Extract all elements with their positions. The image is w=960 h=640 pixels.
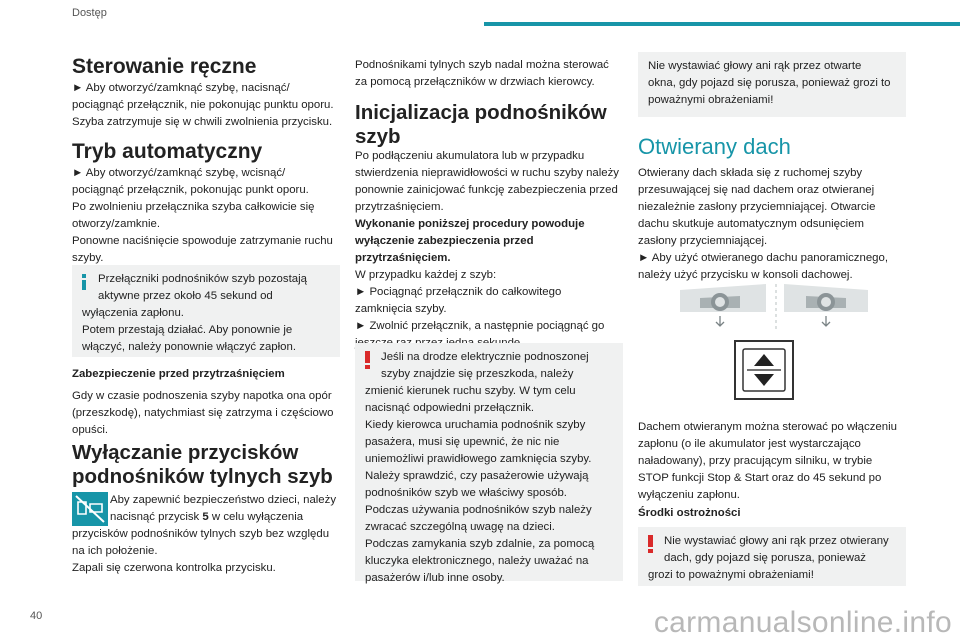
text-line: Dachem otwieranym można sterować po włączeniu: [638, 421, 897, 433]
text-line: poważnymi obrażeniami!: [648, 94, 774, 106]
text-line: ► Pociągnąć przełącznik do całkowitego: [355, 286, 562, 298]
text-line: Zapali się czerwona kontrolka przycisku.: [72, 562, 276, 574]
text-line: naładowany), przy pracującym silniku, w trybie: [638, 455, 873, 467]
intro-paragraph: [355, 57, 623, 91]
cabin-view-left: [680, 284, 766, 326]
text-line: zasłony przyciemniającej.: [638, 235, 768, 247]
text-line: STOP funkcji Stop & Start oraz do 45 sekund po: [638, 472, 882, 484]
text-line: przesuwającej się nad dachem oraz otwieranej: [638, 184, 875, 196]
text-run: nacisnąć przycisk: [110, 511, 203, 523]
text-line: okna, gdy pojazd się porusza, ponieważ grozi to: [648, 77, 891, 89]
text-line: zwracać szczególną uwagę na dzieci.: [365, 521, 555, 533]
text-line: Należy sprawdzić, czy pasażerowie używają: [365, 470, 589, 482]
text-line: otworzy/zamknie.: [72, 218, 160, 230]
text-line: Podczas używania podnośników szyb należy: [365, 504, 592, 516]
text-line: zapłonu (o ile akumulator jest wystarczająco: [638, 438, 861, 450]
text-line: [72, 509, 340, 526]
page-number: 40: [30, 610, 43, 622]
text-line: Ponowne naciśnięcie spowoduje zatrzymanie ruchu: [72, 235, 333, 247]
text-line: włączyć, należy ponownie włączyć zapłon.: [82, 341, 296, 353]
text-line: ► Zwolnić przełącznik, a następnie pociągnąć go: [355, 320, 605, 332]
roof-operation-paragraph: [638, 419, 906, 504]
info-icon: [82, 274, 86, 290]
cabin-view-right: [784, 284, 868, 326]
text-line: Gdy w czasie podnoszenia szyby napotka ona opór: [72, 390, 332, 402]
text-line: pasażera, musi się upewnić, że nic nie: [365, 436, 560, 448]
text-line: szyby znajdzie się przeszkoda, należy: [381, 368, 574, 380]
text-line: ponownie zainicjować funkcję zabezpieczenia przed: [355, 184, 618, 196]
text-line: dach, gdy pojazd się porusza, ponieważ: [664, 552, 866, 564]
text-line: kluczyka elektronicznego, należy uważać na: [365, 555, 589, 567]
heading-line: Wyłączanie przycisków: [72, 441, 299, 464]
text-line: Nie wystawiać głowy ani rąk przez otwierany: [664, 535, 889, 547]
text-line: Podnośnikami tylnych szyb nadal można sterować: [355, 59, 609, 71]
text-line: pociągnąć przełącznik, nie pokonując punktu oporu.: [72, 99, 334, 111]
warning-icon: [365, 351, 370, 369]
text-line: Otwierany dach składa się z ruchomej szyby: [638, 167, 863, 179]
heading-automatic-mode: Tryb automatyczny: [72, 140, 263, 163]
pinch-paragraph: [72, 388, 340, 439]
heading-initialization: [355, 101, 623, 149]
text-line: niezależnie zasłony przyciemniającej. Otwarcie: [638, 201, 876, 213]
text-line: aktywne przez około 45 sekund od: [98, 290, 273, 302]
warning-box: [355, 343, 623, 584]
text-line: Aby zapewnić bezpieczeństwo dzieci, należy: [110, 494, 337, 506]
text-line: Jeśli na drodze elektrycznie podnoszonej: [381, 351, 589, 363]
text-line: Po podłączeniu akumulatora lub w przypadku: [355, 150, 585, 162]
warning-box-bottom: [638, 527, 906, 586]
init-paragraph: [355, 148, 623, 352]
text-line: Nie wystawiać głowy ani rąk przez otwarte: [648, 60, 862, 72]
header-accent-bar: [484, 22, 960, 26]
roof-paragraph: [638, 165, 906, 284]
warning-icon: [648, 535, 653, 553]
text-line: ► Aby otworzyć/zamknąć szybę, nacisnąć/: [72, 82, 290, 94]
text-line: wyłączenia zapłonu.: [82, 307, 184, 319]
text-line: ► Aby otworzyć/zamknąć szybę, wcisnąć/: [72, 167, 286, 179]
child-lock-icon: [72, 492, 108, 526]
text-line: ► Aby użyć otwieranego dachu panoramicznego,: [638, 252, 888, 264]
text-line: szyby.: [72, 252, 104, 264]
text-line: przycisków podnośników tylnych szyb bez względu: [72, 528, 330, 540]
text-line: Podczas zamykania szyb zdalnie, za pomocą: [365, 538, 595, 550]
text-line: zmienić kierunek ruchu szyby. W tym celu: [365, 385, 576, 397]
text-run: w celu wyłączenia: [208, 511, 304, 523]
text-line: Kiedy kierowca uruchamia podnośnik szyby: [365, 419, 586, 431]
text-line: zamknięcia szyby.: [355, 303, 447, 315]
watermark: carmanualsonline.info: [653, 606, 952, 639]
info-box: [72, 265, 340, 357]
text-line-bold: wyłączenie zabezpieczenia przed: [355, 235, 534, 247]
text-line: (przeszkodę), natychmiast się zatrzyma i częściowo: [72, 407, 334, 419]
text-line: przytrzaśnięciem.: [355, 201, 444, 213]
text-line: za pomocą przełączników w drzwiach kierowcy.: [355, 76, 595, 88]
text-line-bold: przytrzaśnięciem.: [355, 252, 451, 264]
auto-paragraph: [72, 165, 340, 267]
text-line: stwierdzenia nieprawidłowości w ruchu szyby należy: [355, 167, 619, 179]
text-line: Po zwolnieniu przełącznika szyba całkowicie się: [72, 201, 315, 213]
text-line: uniemożliwi prawidłowego zamknięcia szyby.: [365, 453, 592, 465]
text-line: pociągnąć przełącznik, pokonując punkt oporu.: [72, 184, 309, 196]
heading-rear-buttons: [72, 441, 340, 489]
heading-anti-pinch: Zabezpieczenie przed przytrzaśnięciem: [72, 368, 285, 380]
manual-paragraph: [72, 80, 340, 131]
text-line: pasażerów i/lub inne osoby.: [365, 572, 505, 584]
heading-sunroof: Otwierany dach: [638, 134, 791, 159]
text-line: Szyba zatrzymuje się w chwili zwolnienia przycisku.: [72, 116, 333, 128]
text-line: na ich położenie.: [72, 545, 158, 557]
heading-manual-control: Sterowanie ręczne: [72, 55, 257, 78]
heading-line: podnośników tylnych szyb: [72, 465, 333, 488]
cabin-illustration: [676, 282, 872, 332]
text-line: W przypadku każdej z szyb:: [355, 269, 497, 281]
heading-line: szyb: [355, 125, 401, 148]
text-line: nacisnąć odpowiedni przełącznik.: [365, 402, 535, 414]
text-line: opuści.: [72, 424, 109, 436]
text-line: dachu skutkuje automatycznym odsunięciem: [638, 218, 865, 230]
running-head: Dostęp: [72, 7, 107, 19]
text-line-bold: Wykonanie poniższej procedury powoduje: [355, 218, 585, 230]
text-line: Przełączniki podnośników szyb pozostają: [98, 273, 307, 285]
text-line: należy użyć przycisku w konsoli dachowej.: [638, 269, 853, 281]
button-number: 5: [202, 511, 209, 523]
text-line: grozi to poważnymi obrażeniami!: [648, 569, 814, 581]
rear-paragraph: [72, 492, 340, 572]
sunroof-switch-icon: [734, 340, 794, 400]
heading-precautions: Środki ostrożności: [638, 507, 741, 519]
text-line: wyłączeniu zapłonu.: [638, 489, 740, 501]
heading-line: Inicjalizacja podnośników: [355, 101, 607, 124]
text-line: podnośników szyb we właściwy sposób.: [365, 487, 567, 499]
text-line: Potem przestają działać. Aby ponownie je: [82, 324, 293, 336]
warning-box-top: [638, 52, 906, 117]
